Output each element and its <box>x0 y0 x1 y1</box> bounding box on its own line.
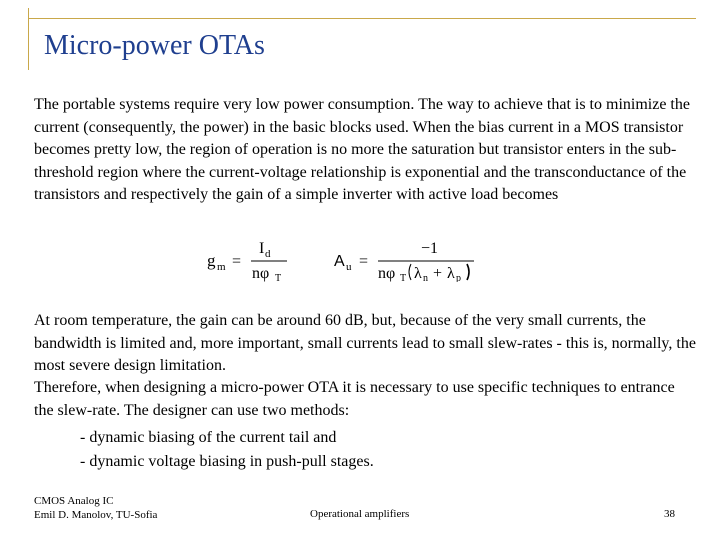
au-lhs: A <box>334 253 345 270</box>
paragraph-intro: The portable systems require very low power consumption. The way to achieve that is to minimize the current (consequently, the power) in the basic blocks used. When the bias current in a MOS transistor becomes pretty low, the region of operation is no more the saturation but transistor enters in the sub-threshold region where the current-voltage relationship is exponential and the transconductance of the transistors and respectively the gain of a simple inverter with active load becomes <box>34 96 690 203</box>
slide-title: Micro-power OTAs <box>44 30 265 61</box>
formula-transconductance <box>207 236 297 282</box>
gm-num: I <box>259 240 265 257</box>
footer-author: Emil D. Manolov, TU-Sofia <box>34 509 158 521</box>
au-lambda-p: λ <box>447 265 455 282</box>
au-num: −1 <box>421 240 439 257</box>
footer-course <box>34 494 157 522</box>
au-lhs-sub: u <box>346 261 352 273</box>
paragraph-methods: Therefore, when designing a micro-power OTA it is necessary to use specific techniques to entrance the slew-rate. The designer can use two methods: <box>34 379 675 419</box>
formula-gain <box>334 236 484 282</box>
gm-lhs-sub: m <box>217 261 226 273</box>
au-plus: + <box>433 265 443 282</box>
page-number: 38 <box>664 508 675 520</box>
footer-topic: Operational amplifiers <box>310 508 410 520</box>
au-left-paren <box>409 264 411 280</box>
au-den-a: nφ <box>378 265 396 282</box>
gm-equals: = <box>232 253 242 270</box>
method-item: - dynamic biasing of the current tail and <box>80 429 337 446</box>
gm-den: nφ <box>252 265 270 282</box>
au-lambda-n: λ <box>414 265 422 282</box>
footer-course-title: CMOS Analog IC <box>34 495 114 507</box>
au-den-a-sub: T <box>400 273 407 282</box>
au-right-paren <box>467 264 469 280</box>
gm-num-sub: d <box>265 248 271 260</box>
title-horizontal-rule <box>28 18 696 19</box>
gm-lhs: g <box>207 251 216 270</box>
au-lambda-n-sub: n <box>423 273 428 282</box>
method-item: - dynamic voltage biasing in push-pull stages. <box>80 453 374 470</box>
paragraph-gain-limits: At room temperature, the gain can be around 60 dB, but, because of the very small currents, the bandwidth is limited and, more important, small currents lead to small slew-rates - this is, normally, the most severe design limitation. <box>34 312 696 374</box>
gm-den-sub: T <box>275 273 282 282</box>
au-lambda-p-sub: p <box>456 273 461 282</box>
au-equals: = <box>359 253 369 270</box>
